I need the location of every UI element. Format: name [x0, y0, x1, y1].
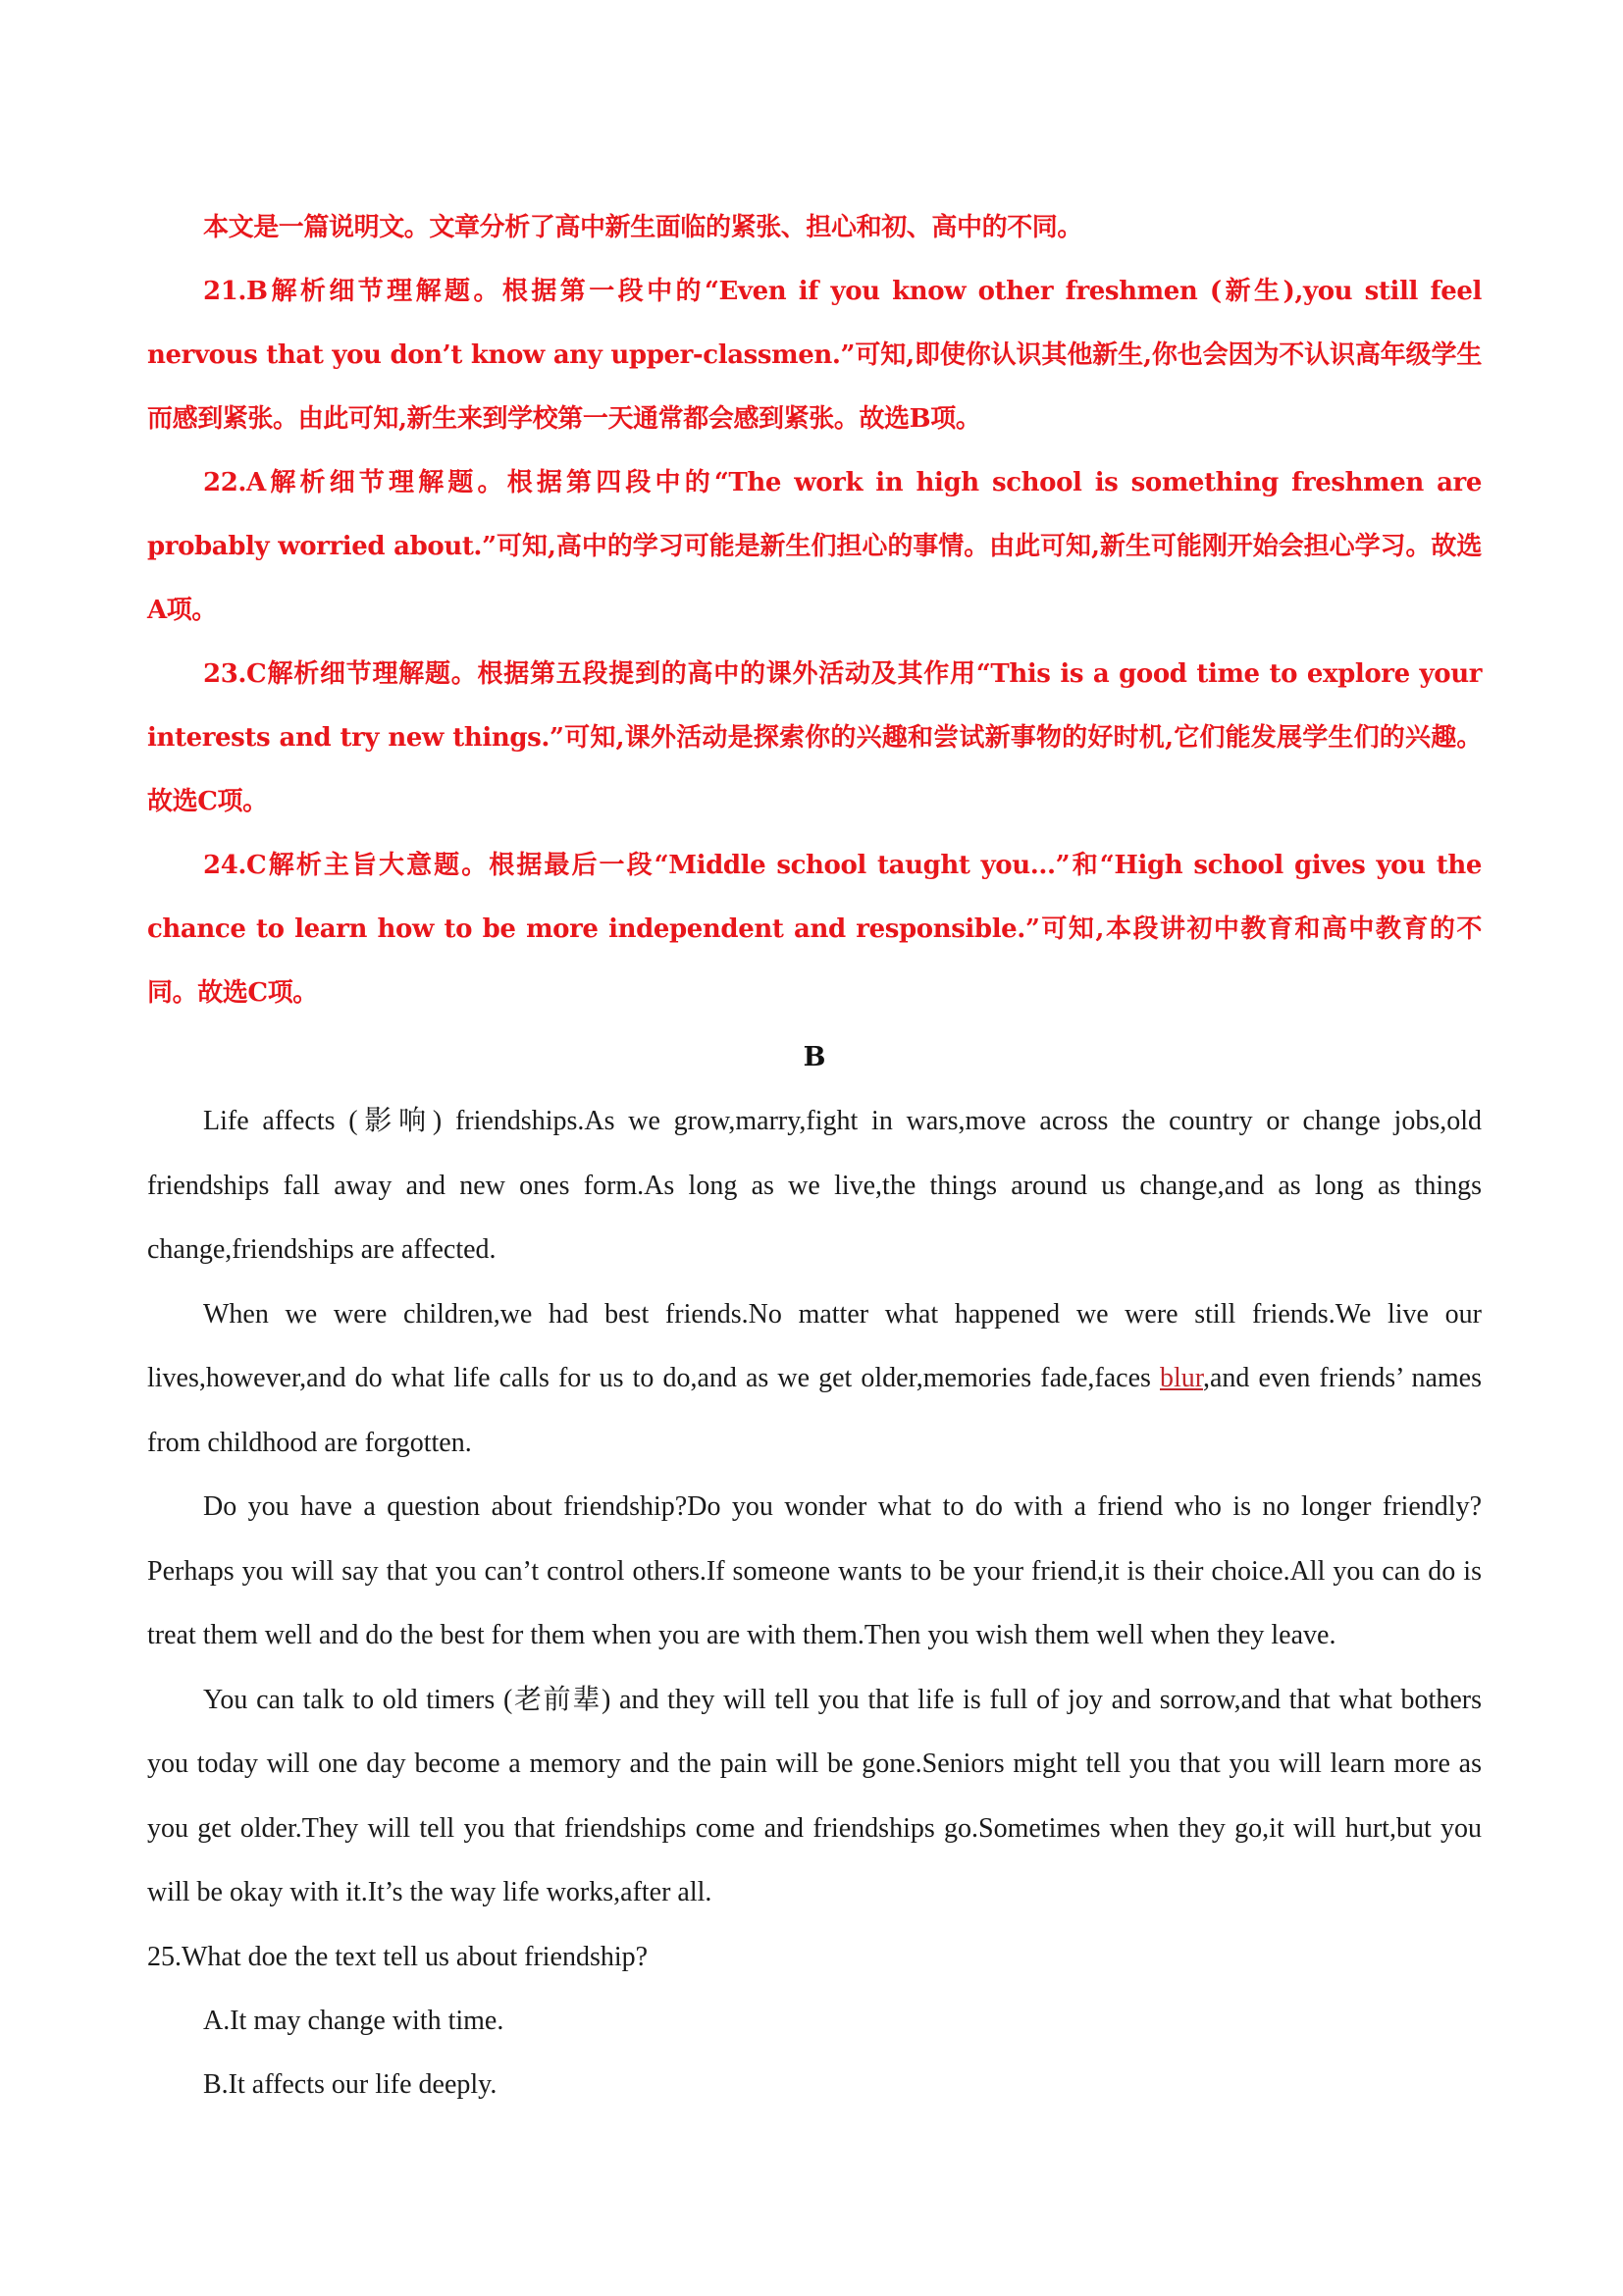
analysis-intro: 本文是一篇说明文。文章分析了高中新生面临的紧张、担心和初、高中的不同。 — [203, 213, 1083, 242]
question-stem: 25.What doe the text tell us about friendship? — [147, 1941, 649, 1972]
reading-passage — [147, 1089, 1482, 1925]
passage-paragraph-2 — [147, 1282, 1482, 1476]
passage-paragraph-3: Do you have a question about friendship?Do you wonder what to do with a friend who is no longer friendly?Perhaps you will say that you can’t control others.If someone wants to be your friend,it is their choice.All you can do is treat them well and do the best for them when you are with them.Then you wish them well when they leave. — [147, 1491, 1482, 1650]
question-25 — [147, 1925, 1482, 2116]
passage-paragraph-1: Life affects (影响) friendships.As we grow,marry,fight in wars,move across the country or change jobs,old friendships fall away and new ones form.As long as we live,the things around us change,and as long as things change,friendships are affected. — [147, 1106, 1482, 1265]
option-a: A.It may change with time. — [203, 2005, 504, 2036]
passage-paragraph-2-start: When we were children,we had best friends.No matter what happened we were still friends.We live our lives,however,and do what life calls for us to do,and as we get older,memories fade,faces — [147, 1298, 1482, 1393]
section-title: B — [803, 1042, 826, 1072]
analysis-q22: 22.A解析细节理解题。根据第四段中的“The work in high school is something freshmen are probably worried about.”可知,高中的学习可能是新生们担心的事情。由此可知,新生可能刚开始会担心学习。故选A项。 — [147, 468, 1482, 625]
passage-paragraph-4: You can talk to old timers (老前辈) and they will tell you that life is full of joy and sorrow,and that what bothers you today will one day become a memory and the pain will be gone.Seniors might tell you that you will learn more as you get older.They will tell you that friendships come and friendships go.Sometimes when they go,it will hurt,but you will be okay with it.It’s the way life works,after all. — [147, 1684, 1482, 1907]
analysis-q23: 23.C解析细节理解题。根据第五段提到的高中的课外活动及其作用“This is a good time to explore your interests and try new things.”可知,课外活动是探索你的兴趣和尝试新事物的好时机,它们能发展学生们的兴趣。故选C项。 — [147, 659, 1482, 816]
analysis-q21: 21.B解析细节理解题。根据第一段中的“Even if you know other freshmen (新生),you still feel nervous that you don’t know any upper-classmen.”可知,即使你认识其他新生,你也会因为不认识高年级学生而感到紧张。由此可知,新生来到学校第一天通常都会感到紧张。故选B项。 — [147, 277, 1482, 434]
option-b: B.It affects our life deeply. — [203, 2068, 497, 2100]
analysis-q24: 24.C解析主旨大意题。根据最后一段“Middle school taught you...”和“High school gives you the chance to learn how to be more independent and responsible.”可知,本段讲初中教育和高中教育的不同。故选C项。 — [147, 851, 1482, 1008]
passage-paragraph-2-end: ,and even friends’ names from childhood are forgotten. — [147, 1363, 1483, 1458]
underlined-word-blur: blur — [1160, 1363, 1203, 1393]
answer-analysis — [147, 196, 1482, 1025]
document-page — [147, 196, 1482, 2116]
